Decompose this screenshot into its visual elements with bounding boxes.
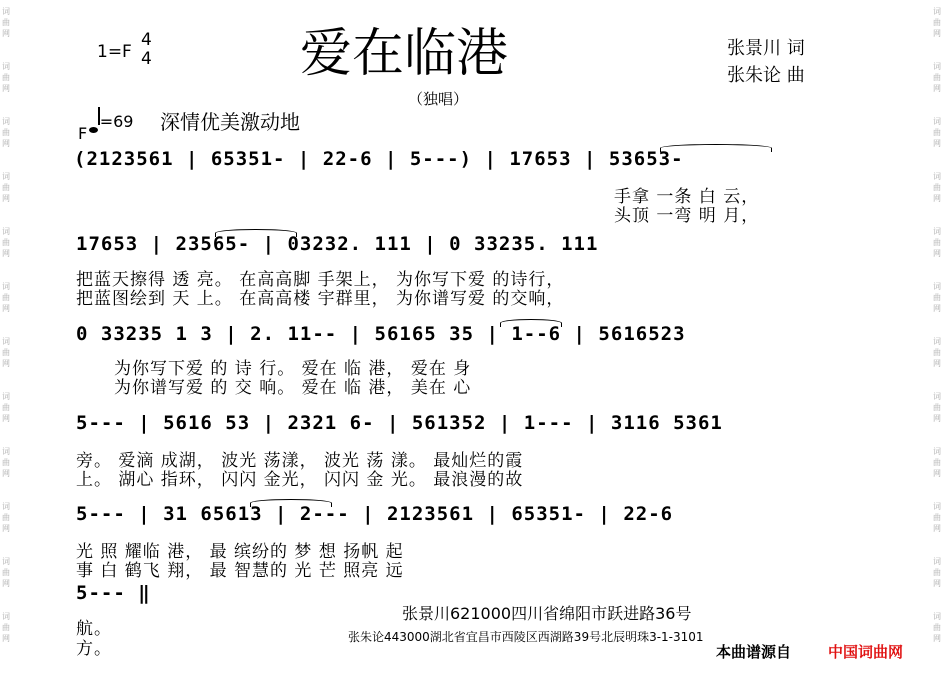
quarter-note-icon [89,127,98,133]
slur-mark [660,144,772,152]
tempo-letter: F [78,124,88,143]
notation-row-1: (2123561 | 65351- | 22-6 | 5---) | 17653 | 53653- [74,148,684,170]
lyric-row-1-verse-1: 手拿 一条 白 云， [614,187,760,207]
lyric-row-5-verse-1: 光 照 耀临 港， 最 缤纷的 梦 想 扬帆 起 [76,542,404,562]
source-label: 本曲谱源自 [716,643,792,661]
lyricist-address: 张景川621000四川省绵阳市跃进路36号 [402,604,692,623]
lyric-row-3-verse-2: 为你谱写爱 的 交 响。 爱在 临 港， 美在 心 [114,378,472,398]
lyric-row-2-verse-2: 把蓝图绘到 天 上。 在高高楼 宇群里， 为你谱写爱 的交响， [76,289,565,309]
time-top: 4 [141,30,152,50]
key-signature: 1=F [97,42,132,62]
time-signature [141,31,152,69]
song-subtitle: （独唱） [408,90,469,108]
lyric-row-4-verse-1: 旁。 爱滴 成湖， 波光 荡漾， 波光 荡 漾。 最灿烂的霞 [76,451,524,471]
source-site-link[interactable]: 中国词曲网 [828,643,904,661]
slur-mark [215,229,297,237]
slur-mark [250,499,332,507]
notation-row-5: 5--- | 31 65613 | 2--- | 2123561 | 65351- | 22-6 [76,503,674,525]
notation-row-4: 5--- | 5616 53 | 2321 6- | 561352 | 1--- | 3116 5361 [76,412,723,434]
tempo-mark [78,109,134,143]
slur-mark [500,319,562,327]
song-title: 爱在临港 [300,24,509,84]
lyric-row-4-verse-2: 上。 湖心 指环， 闪闪 金光， 闪闪 金 光。 最浪漫的故 [76,470,524,490]
expression-mark: 深情优美激动地 [160,110,300,134]
notation-row-6: 5--- ‖ [76,582,151,604]
composer-credit: 张朱论 曲 [727,65,805,86]
left-watermark: 词 曲 网 词 曲 网 词 曲 网 词 曲 网 词 曲 网 词 曲 网 词 曲 网 词 曲 网 词 曲 网 词 曲 网 词 曲 网 词 曲 网 [2,7,10,643]
lyric-row-1-verse-2: 头顶 一弯 明 月， [614,206,760,226]
lyric-row-5-verse-2: 事 白 鹤飞 翔， 最 智慧的 光 芒 照亮 远 [76,561,404,581]
tempo-value: =69 [99,112,134,131]
composer-address: 张朱论443000湖北省宜昌市西陵区西湖路39号北辰明珠3-1-3101 [348,630,704,644]
lyric-row-6-verse-2: 方。 [76,639,112,659]
lyric-row-3-verse-1: 为你写下爱 的 诗 行。 爱在 临 港， 爱在 身 [114,359,472,379]
right-watermark: 词 曲 网 词 曲 网 词 曲 网 词 曲 网 词 曲 网 词 曲 网 词 曲 网 词 曲 网 词 曲 网 词 曲 网 词 曲 网 词 曲 网 [933,7,941,643]
time-bottom: 4 [141,49,152,69]
lyric-row-2-verse-1: 把蓝天擦得 透 亮。 在高高脚 手架上， 为你写下爱 的诗行， [76,270,565,290]
notation-row-2: 17653 | 23565- | 03232. 111 | 0 33235. 111 [76,233,599,255]
notation-row-3: 0 33235 1 3 | 2. 11-- | 56165 35 | 1--6 | 5616523 [76,323,686,345]
lyricist-credit: 张景川 词 [727,38,805,59]
note-stem [98,107,100,125]
lyric-row-6-verse-1: 航。 [76,619,112,639]
